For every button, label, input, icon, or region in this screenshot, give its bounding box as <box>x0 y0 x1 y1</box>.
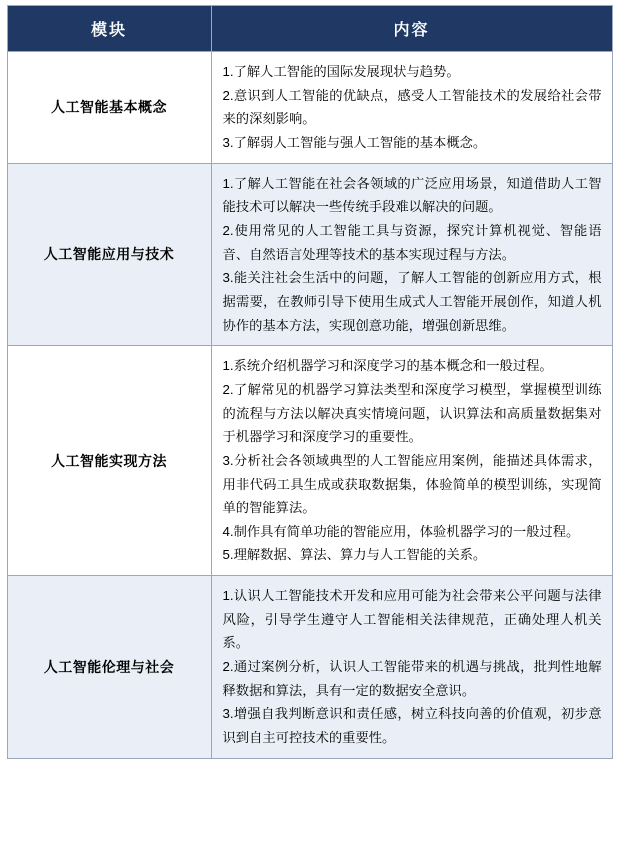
content-item: 1.系统介绍机器学习和深度学习的基本概念和一般过程。 <box>222 358 553 374</box>
content-item: 2.意识到人工智能的优缺点，感受人工智能技术的发展给社会带来的深刻影响。 <box>222 87 602 127</box>
module-name: 人工智能基本概念 <box>7 52 211 164</box>
content-item: 1.认识人工智能技术开发和应用可能为社会带来公平问题与法律风险，引导学生遵守人工智能相关法律规范，正确处理人机关系。 <box>222 588 602 651</box>
table-header-row <box>7 6 612 52</box>
content-item: 3.分析社会各领域典型的人工智能应用案例，能描述具体需求，用非代码工具生成或获取数据集，体验简单的模型训练，实现简单的智能算法。 <box>222 452 602 516</box>
module-name: 人工智能实现方法 <box>7 346 211 576</box>
curriculum-module-table <box>7 5 613 759</box>
content-item: 2.了解常见的机器学习算法类型和深度学习模型，掌握模型训练的流程与方法以解决真实情境问题，认识算法和高质量数据集对于机器学习和深度学习的重要性。 <box>222 381 602 445</box>
content-item: 1.了解人工智能的国际发展现状与趋势。 <box>222 64 460 79</box>
module-content <box>211 163 612 346</box>
content-item: 1.了解人工智能在社会各领域的广泛应用场景，知道借助人工智能技术可以解决一些传统手段难以解决的问题。 <box>222 175 602 215</box>
module-content <box>211 346 612 576</box>
content-item: 3.能关注社会生活中的问题，了解人工智能的创新应用方式，根据需要，在教师引导下使用生成式人工智能开展创作，知道人机协作的基本方法，实现创意功能，增强创新思维。 <box>222 270 602 333</box>
module-name: 人工智能伦理与社会 <box>7 576 211 759</box>
module-content <box>211 576 612 759</box>
table-row <box>7 346 612 576</box>
content-item: 2.通过案例分析，认识人工智能带来的机遇与挑战，批判性地解释数据和算法，具有一定的数据安全意识。 <box>222 659 602 698</box>
column-header-content: 内容 <box>211 6 612 52</box>
table-row <box>7 576 612 759</box>
table-row <box>7 163 612 346</box>
table-row <box>7 52 612 164</box>
content-item: 3.增强自我判断意识和责任感，树立科技向善的价值观，初步意识到自主可控技术的重要性。 <box>222 706 602 746</box>
content-item: 4.制作具有简单功能的智能应用，体验机器学习的一般过程。 <box>222 523 580 539</box>
table-body <box>7 52 612 759</box>
content-item: 2.使用常见的人工智能工具与资源，探究计算机视觉、智能语音、自然语言处理等技术的基本实现过程与方法。 <box>222 222 602 262</box>
column-header-module: 模块 <box>7 6 211 52</box>
module-content <box>211 52 612 164</box>
content-item: 3.了解弱人工智能与强人工智能的基本概念。 <box>222 134 487 150</box>
table-header <box>7 6 612 52</box>
content-item: 5.理解数据、算法、算力与人工智能的关系。 <box>222 547 487 563</box>
module-name: 人工智能应用与技术 <box>7 163 211 346</box>
